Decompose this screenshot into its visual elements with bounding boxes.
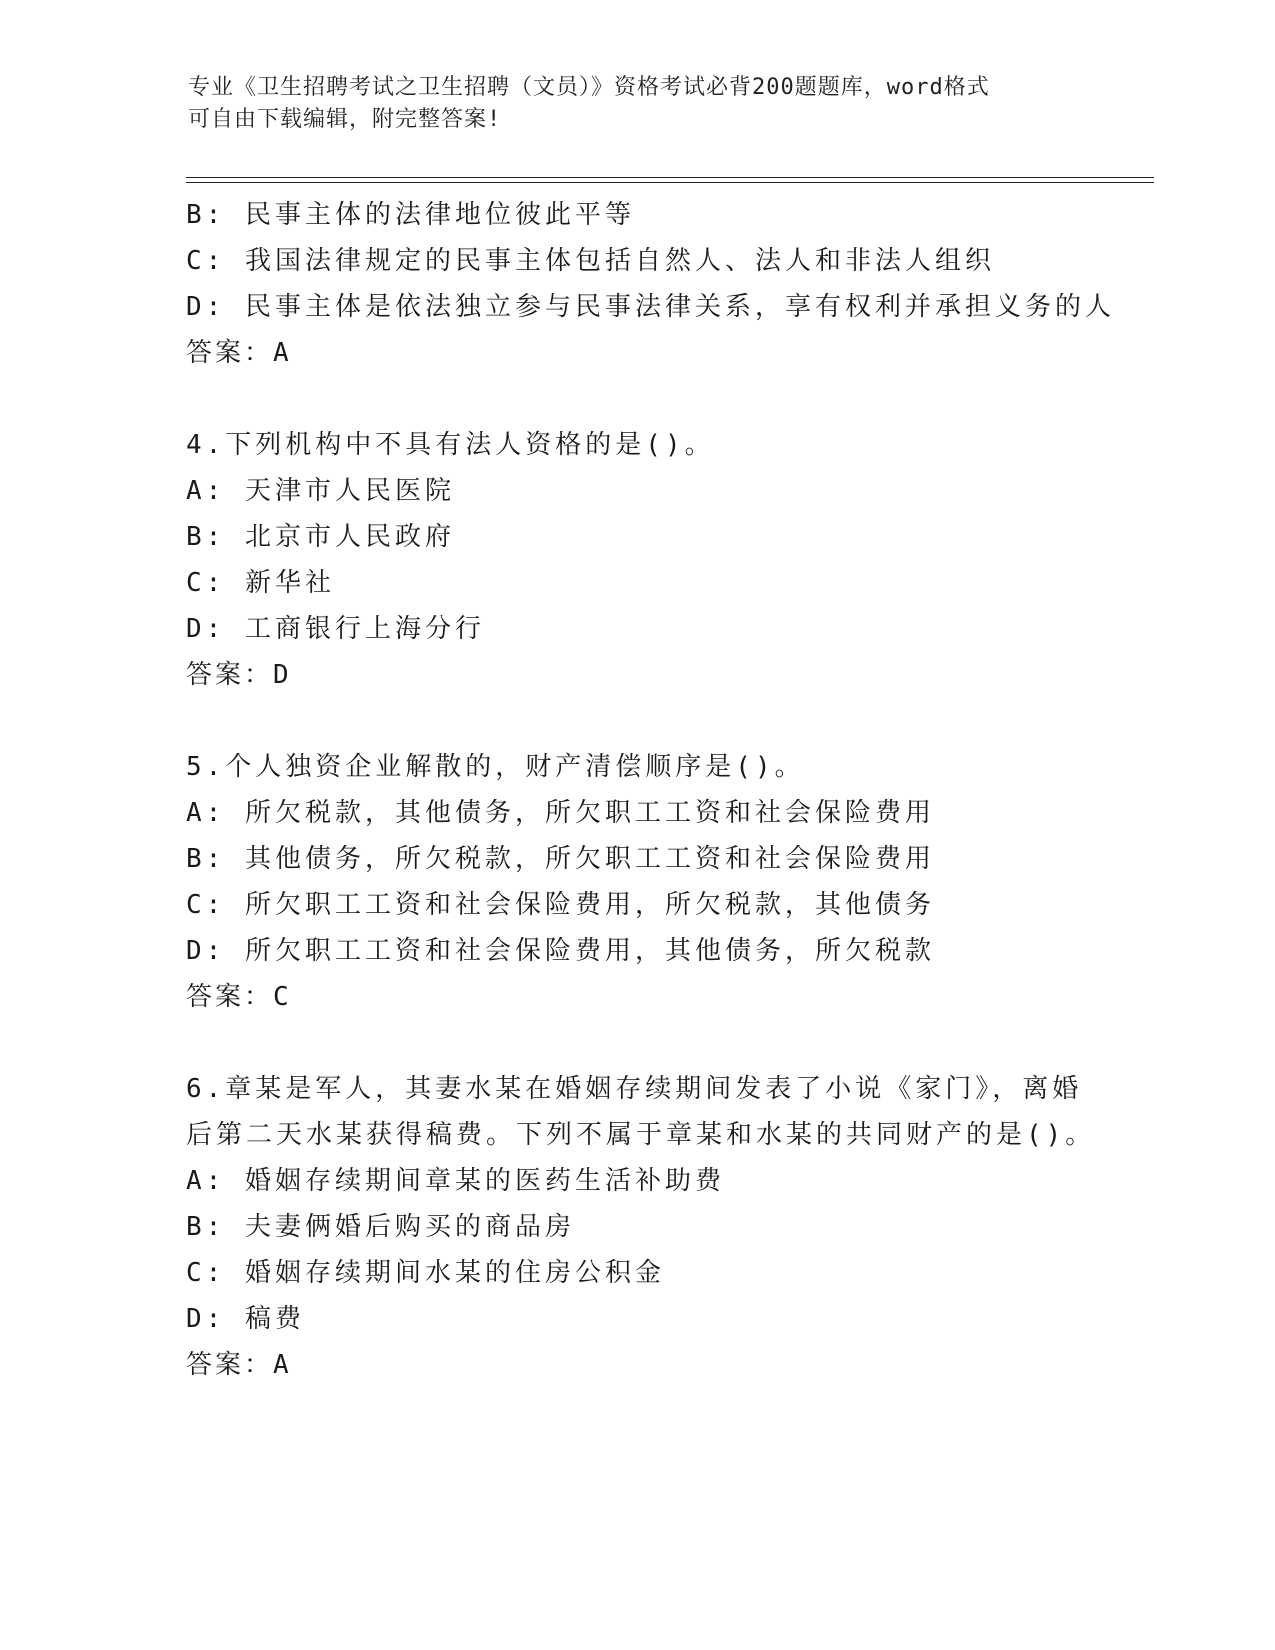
option-b: B: 民事主体的法律地位彼此平等 (186, 200, 635, 230)
answer (186, 652, 1146, 698)
option-b: B: 夫妻俩婚后购买的商品房 (186, 1212, 575, 1242)
question-3-continued (186, 192, 1146, 376)
option-c: C: 婚姻存续期间水某的住房公积金 (186, 1258, 665, 1288)
option-a: A: 天津市人民医院 (186, 476, 455, 506)
question-stem-line-1: 6.章某是军人，其妻水某在婚姻存续期间发表了小说《家门》，离婚 (186, 1074, 1083, 1104)
spacer (186, 376, 1146, 422)
header-divider-bottom (186, 182, 1154, 183)
question-stem: 5.个人独资企业解散的，财产清偿顺序是()。 (186, 752, 805, 782)
answer-label: 答案： (186, 660, 274, 690)
option-d: D: 民事主体是依法独立参与民事法律关系，享有权利并承担义务的人 (186, 292, 1115, 322)
answer-label: 答案： (186, 338, 274, 368)
header-divider-top (186, 177, 1154, 178)
option-c: C: 我国法律规定的民事主体包括自然人、法人和非法人组织 (186, 246, 995, 276)
question-6 (186, 1066, 1146, 1388)
option-b: B: 北京市人民政府 (186, 522, 455, 552)
option-a: A: 所欠税款，其他债务，所欠职工工资和社会保险费用 (186, 798, 935, 828)
answer-label: 答案： (186, 1350, 274, 1380)
answer-label: 答案： (186, 982, 274, 1012)
option-b: B: 其他债务，所欠税款，所欠职工工资和社会保险费用 (186, 844, 935, 874)
option-a: A: 婚姻存续期间章某的医药生活补助费 (186, 1166, 725, 1196)
header-title-line-1: 专业《卫生招聘考试之卫生招聘（文员）》资格考试必背200题题库，word格式 (188, 75, 990, 100)
spacer (186, 1020, 1146, 1066)
option-c: C: 所欠职工工资和社会保险费用，所欠税款，其他债务 (186, 890, 935, 920)
answer-value: A (273, 338, 291, 368)
answer-value: D (273, 660, 291, 690)
question-4 (186, 422, 1146, 698)
header-title-line-2: 可自由下载编辑，附完整答案! (188, 107, 502, 132)
answer-value: A (273, 1350, 291, 1380)
option-d: D: 所欠职工工资和社会保险费用，其他债务，所欠税款 (186, 936, 935, 966)
question-stem: 4.下列机构中不具有法人资格的是()。 (186, 430, 715, 460)
answer-value: C (273, 982, 291, 1012)
answer (186, 330, 1146, 376)
option-c: C: 新华社 (186, 568, 335, 598)
answer (186, 974, 1146, 1020)
spacer (186, 698, 1146, 744)
document-header (188, 72, 1088, 136)
question-list (186, 192, 1146, 1388)
option-d: D: 工商银行上海分行 (186, 614, 485, 644)
question-stem-line-2: 后第二天水某获得稿费。下列不属于章某和水某的共同财产的是()。 (186, 1120, 1096, 1150)
option-d: D: 稿费 (186, 1304, 305, 1334)
question-5 (186, 744, 1146, 1020)
answer (186, 1342, 1146, 1388)
